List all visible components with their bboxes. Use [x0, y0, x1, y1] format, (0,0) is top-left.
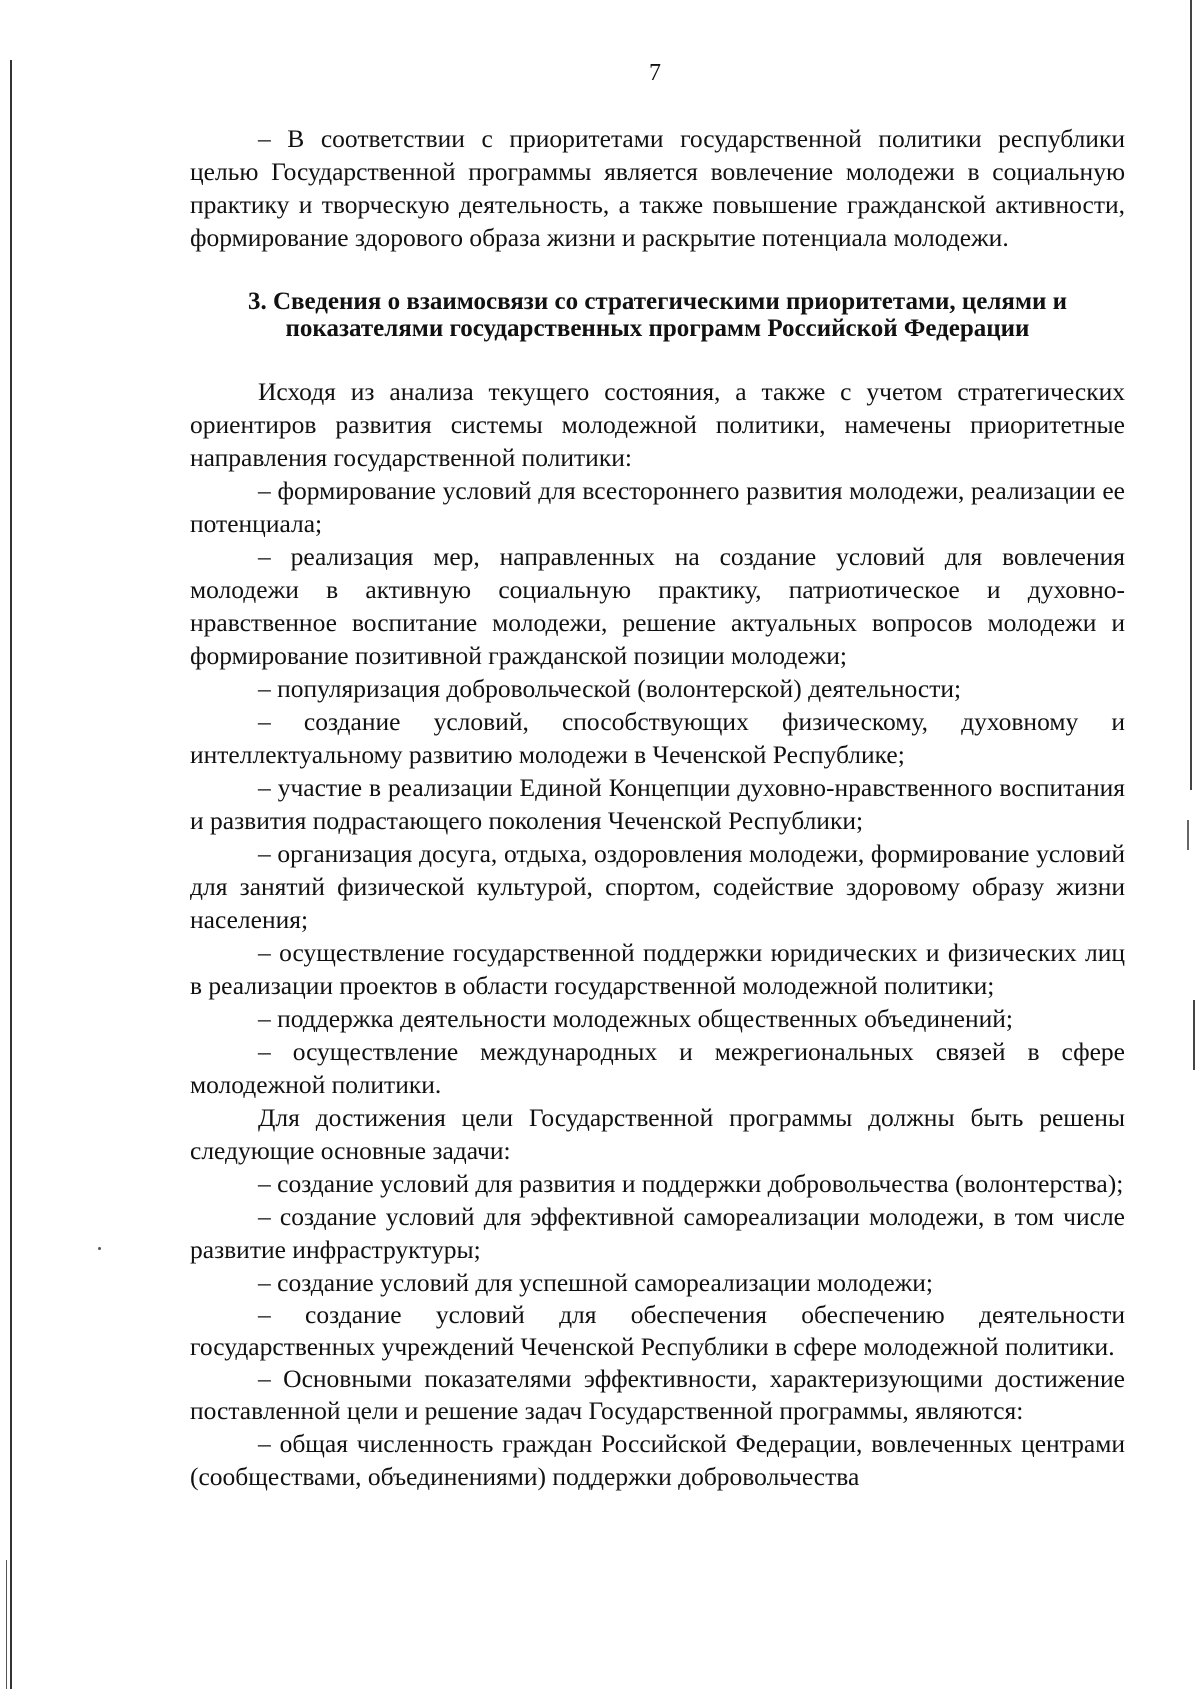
section-heading-line-1: 3. Сведения о взаимосвязи со стратегическими приоритетами, целями и: [247, 288, 1068, 315]
list-item: – поддержка деятельности молодежных общественных объединений;: [258, 1004, 1013, 1033]
list-item: – создание условий, способствующих физическому, духовному и интеллектуальному развитию молодежи в Чеченской Республике;: [190, 707, 1125, 769]
list-item: – участие в реализации Единой Концепции духовно-нравственного воспитания и развития подрастающего поколения Чеченской Республики;: [190, 773, 1125, 835]
section-heading-line-2: показателями государственных программ Российской Федерации: [285, 315, 1030, 342]
paragraph-analysis: Исходя из анализа текущего состояния, а также с учетом стратегических ориентиров развития системы молодежной политики, намечены приоритетные направления государственной политики:: [190, 377, 1125, 472]
list-item: – общая численность граждан Российской Федерации, вовлеченных центрами (сообществами, объединениями) поддержки добровольчества: [190, 1429, 1125, 1491]
scan-edge-left: [10, 60, 12, 1689]
list-item: – осуществление международных и межрегиональных связей в сфере молодежной политики.: [190, 1037, 1125, 1099]
list-item: – создание условий для успешной самореализации молодежи;: [258, 1268, 933, 1297]
list-item: – создание условий для развития и поддержки добровольчества (волонтерства);: [258, 1169, 1124, 1198]
scan-speck: [98, 1247, 101, 1250]
list-item: – организация досуга, отдыха, оздоровления молодежи, формирование условий для занятий физической культурой, спортом, содействие здоровому образу жизни населения;: [190, 839, 1125, 934]
scan-edge-right-lower: [1193, 1000, 1195, 1070]
list-item: – осуществление государственной поддержки юридических и физических лиц в реализации проектов в области государственной молодежной политики;: [190, 938, 1125, 1000]
scan-edge-right-mark: [1187, 820, 1189, 850]
page-number: 7: [649, 60, 661, 86]
document-body: [190, 122, 1125, 1493]
list-item: – Основными показателями эффективности, характеризующими достижение поставленной цели и решение задач Государственной программы, являются:: [190, 1364, 1125, 1425]
list-item: – создание условий для эффективной самореализации молодежи, в том числе развитие инфраструктуры;: [190, 1202, 1125, 1264]
list-item: – популяризация добровольческой (волонтерской) деятельности;: [258, 674, 962, 703]
scan-edge-right: [1190, 0, 1192, 790]
paragraph-tasks-intro: Для достижения цели Государственной программы должны быть решены следующие основные задачи:: [190, 1103, 1125, 1165]
scan-edge-left-lower: [6, 1560, 7, 1689]
list-item: – создание условий для обеспечения обеспечению деятельности государственных учреждений Чеченской Республики в сфере молодежной политики.: [190, 1300, 1125, 1361]
intro-paragraph: – В соответствии с приоритетами государственной политики республики целью Государственной программы является вовлечение молодежи в социальную практику и творческую деятельность, а также повышение гражданской активности, формирование здорового образа жизни и раскрытие потенциала молодежи.: [190, 124, 1125, 252]
list-item: – реализация мер, направленных на создание условий для вовлечения молодежи в активную социальную практику, патриотическое и духовно-нравственное воспитание молодежи, решение актуальных вопросов молодежи и формирование позитивной гражданской позиции молодежи;: [190, 542, 1125, 670]
list-item: – формирование условий для всестороннего развития молодежи, реализации ее потенциала;: [190, 476, 1125, 538]
